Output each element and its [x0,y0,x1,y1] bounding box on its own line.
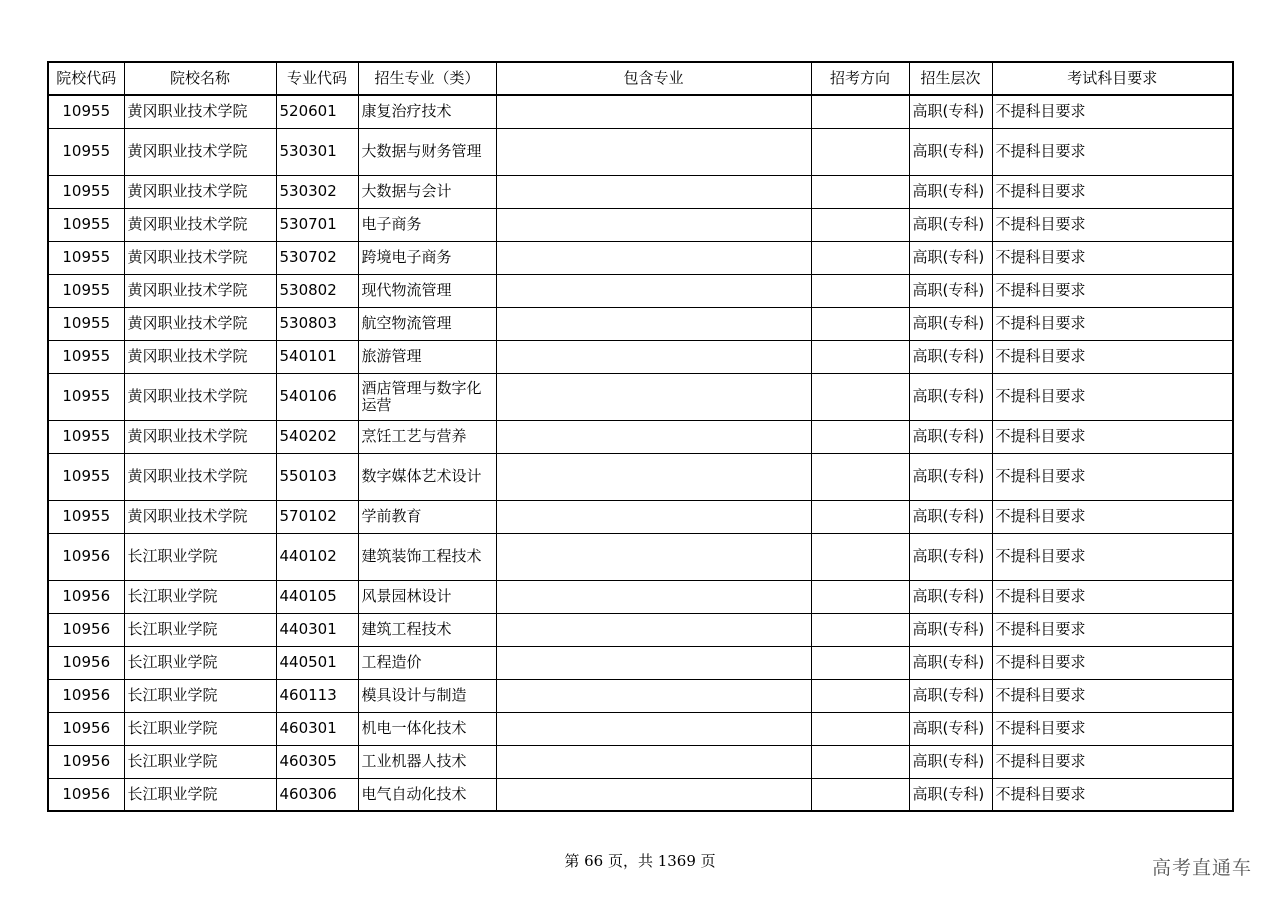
cell-major-code: 440105 [276,580,358,613]
cell-included-majors [496,745,811,778]
cell-included-majors [496,500,811,533]
cell-included-majors [496,613,811,646]
cell-school-code: 10955 [48,420,124,453]
header-included-majors: 包含专业 [496,62,811,95]
cell-school-code: 10955 [48,500,124,533]
table-row [48,373,1233,420]
cell-school-code: 10956 [48,745,124,778]
cell-included-majors [496,373,811,420]
cell-included-majors [496,274,811,307]
cell-included-majors [496,208,811,241]
table-row [48,95,1233,128]
cell-subject-requirement: 不提科目要求 [992,373,1233,420]
cell-included-majors [496,175,811,208]
cell-subject-requirement: 不提科目要求 [992,613,1233,646]
cell-subject-requirement: 不提科目要求 [992,712,1233,745]
cell-level: 高职(专科) [909,274,992,307]
header-major-code: 专业代码 [276,62,358,95]
cell-subject-requirement: 不提科目要求 [992,95,1233,128]
cell-subject-requirement: 不提科目要求 [992,420,1233,453]
cell-included-majors [496,307,811,340]
cell-direction [811,208,909,241]
cell-major-name: 学前教育 [358,500,496,533]
cell-included-majors [496,679,811,712]
cell-school-name: 长江职业学院 [124,533,276,580]
admissions-table [47,61,1234,812]
header-subject-requirement: 考试科目要求 [992,62,1233,95]
cell-school-code: 10956 [48,580,124,613]
cell-level: 高职(专科) [909,500,992,533]
cell-major-name: 电气自动化技术 [358,778,496,811]
cell-subject-requirement: 不提科目要求 [992,778,1233,811]
cell-level: 高职(专科) [909,241,992,274]
cell-major-name: 建筑装饰工程技术 [358,533,496,580]
cell-school-code: 10955 [48,241,124,274]
cell-school-code: 10955 [48,95,124,128]
cell-major-code: 530702 [276,241,358,274]
cell-school-name: 长江职业学院 [124,778,276,811]
cell-direction [811,95,909,128]
cell-major-code: 550103 [276,453,358,500]
cell-direction [811,420,909,453]
cell-level: 高职(专科) [909,533,992,580]
cell-school-name: 长江职业学院 [124,613,276,646]
cell-included-majors [496,128,811,175]
cell-level: 高职(专科) [909,646,992,679]
cell-major-code: 460301 [276,712,358,745]
cell-major-code: 530301 [276,128,358,175]
cell-level: 高职(专科) [909,175,992,208]
cell-major-name: 旅游管理 [358,340,496,373]
cell-direction [811,241,909,274]
cell-level: 高职(专科) [909,679,992,712]
cell-direction [811,778,909,811]
cell-school-name: 长江职业学院 [124,580,276,613]
cell-subject-requirement: 不提科目要求 [992,580,1233,613]
watermark: 高考直通车 [1151,857,1252,879]
cell-major-code: 460113 [276,679,358,712]
cell-direction [811,745,909,778]
cell-major-name: 数字媒体艺术设计 [358,453,496,500]
cell-included-majors [496,453,811,500]
cell-included-majors [496,712,811,745]
cell-school-name: 黄冈职业技术学院 [124,274,276,307]
cell-school-code: 10955 [48,274,124,307]
cell-level: 高职(专科) [909,745,992,778]
cell-level: 高职(专科) [909,307,992,340]
cell-subject-requirement: 不提科目要求 [992,533,1233,580]
cell-included-majors [496,241,811,274]
cell-major-name: 现代物流管理 [358,274,496,307]
cell-major-name: 工业机器人技术 [358,745,496,778]
table-row [48,646,1233,679]
table-row [48,128,1233,175]
cell-direction [811,500,909,533]
cell-direction [811,307,909,340]
cell-major-name: 模具设计与制造 [358,679,496,712]
cell-major-name: 酒店管理与数字化运营 [358,373,496,420]
cell-school-code: 10955 [48,208,124,241]
cell-subject-requirement: 不提科目要求 [992,241,1233,274]
header-school-code: 院校代码 [48,62,124,95]
cell-included-majors [496,340,811,373]
cell-school-name: 黄冈职业技术学院 [124,307,276,340]
table-row [48,712,1233,745]
table-row [48,453,1233,500]
cell-school-code: 10955 [48,453,124,500]
header-row [48,62,1233,95]
cell-direction [811,580,909,613]
cell-major-code: 440301 [276,613,358,646]
cell-subject-requirement: 不提科目要求 [992,453,1233,500]
cell-school-name: 黄冈职业技术学院 [124,420,276,453]
table-row [48,745,1233,778]
cell-major-name: 机电一体化技术 [358,712,496,745]
cell-major-code: 520601 [276,95,358,128]
cell-school-code: 10956 [48,679,124,712]
cell-school-name: 黄冈职业技术学院 [124,500,276,533]
cell-subject-requirement: 不提科目要求 [992,679,1233,712]
table-row [48,274,1233,307]
cell-major-code: 530802 [276,274,358,307]
cell-major-name: 跨境电子商务 [358,241,496,274]
cell-major-name: 大数据与会计 [358,175,496,208]
cell-major-name: 航空物流管理 [358,307,496,340]
cell-major-code: 540101 [276,340,358,373]
cell-level: 高职(专科) [909,340,992,373]
cell-school-name: 长江职业学院 [124,712,276,745]
cell-level: 高职(专科) [909,373,992,420]
page-number: 第 66 页，共 1369 页 [564,852,716,870]
cell-major-name: 风景园林设计 [358,580,496,613]
cell-major-code: 440102 [276,533,358,580]
cell-school-code: 10955 [48,340,124,373]
cell-subject-requirement: 不提科目要求 [992,274,1233,307]
cell-subject-requirement: 不提科目要求 [992,175,1233,208]
cell-direction [811,175,909,208]
cell-school-code: 10956 [48,646,124,679]
cell-school-name: 黄冈职业技术学院 [124,340,276,373]
cell-school-name: 黄冈职业技术学院 [124,175,276,208]
cell-major-name: 电子商务 [358,208,496,241]
cell-direction [811,373,909,420]
cell-school-name: 长江职业学院 [124,646,276,679]
cell-major-code: 460306 [276,778,358,811]
cell-school-code: 10955 [48,175,124,208]
table-row [48,420,1233,453]
cell-direction [811,679,909,712]
cell-level: 高职(专科) [909,778,992,811]
cell-major-name: 大数据与财务管理 [358,128,496,175]
table-row [48,307,1233,340]
cell-level: 高职(专科) [909,580,992,613]
cell-direction [811,128,909,175]
cell-major-code: 460305 [276,745,358,778]
cell-direction [811,453,909,500]
cell-included-majors [496,580,811,613]
cell-major-code: 570102 [276,500,358,533]
table-row [48,241,1233,274]
cell-included-majors [496,533,811,580]
cell-school-name: 黄冈职业技术学院 [124,95,276,128]
cell-school-code: 10955 [48,128,124,175]
table-row [48,175,1233,208]
cell-direction [811,712,909,745]
header-school-name: 院校名称 [124,62,276,95]
cell-school-code: 10956 [48,712,124,745]
cell-school-name: 黄冈职业技术学院 [124,128,276,175]
cell-direction [811,613,909,646]
cell-school-name: 黄冈职业技术学院 [124,453,276,500]
cell-major-code: 530302 [276,175,358,208]
cell-level: 高职(专科) [909,453,992,500]
cell-major-code: 540202 [276,420,358,453]
table-row [48,208,1233,241]
cell-school-name: 黄冈职业技术学院 [124,373,276,420]
header-direction: 招考方向 [811,62,909,95]
cell-major-name: 工程造价 [358,646,496,679]
cell-school-name: 长江职业学院 [124,745,276,778]
cell-school-code: 10956 [48,778,124,811]
table-row [48,679,1233,712]
cell-level: 高职(专科) [909,95,992,128]
cell-major-name: 烹饪工艺与营养 [358,420,496,453]
table-row [48,580,1233,613]
cell-level: 高职(专科) [909,208,992,241]
cell-major-name: 康复治疗技术 [358,95,496,128]
cell-major-name: 建筑工程技术 [358,613,496,646]
cell-subject-requirement: 不提科目要求 [992,208,1233,241]
cell-school-name: 黄冈职业技术学院 [124,208,276,241]
table-row [48,613,1233,646]
cell-subject-requirement: 不提科目要求 [992,646,1233,679]
cell-level: 高职(专科) [909,420,992,453]
header-major: 招生专业（类） [358,62,496,95]
cell-subject-requirement: 不提科目要求 [992,128,1233,175]
cell-major-code: 530803 [276,307,358,340]
cell-school-code: 10955 [48,307,124,340]
cell-school-code: 10955 [48,373,124,420]
cell-included-majors [496,646,811,679]
cell-major-code: 530701 [276,208,358,241]
cell-included-majors [496,95,811,128]
cell-major-code: 540106 [276,373,358,420]
cell-level: 高职(专科) [909,613,992,646]
table-row [48,533,1233,580]
cell-subject-requirement: 不提科目要求 [992,745,1233,778]
cell-school-name: 长江职业学院 [124,679,276,712]
cell-direction [811,340,909,373]
table-row [48,778,1233,811]
cell-included-majors [496,778,811,811]
cell-level: 高职(专科) [909,712,992,745]
cell-subject-requirement: 不提科目要求 [992,500,1233,533]
cell-direction [811,274,909,307]
cell-level: 高职(专科) [909,128,992,175]
cell-major-code: 440501 [276,646,358,679]
cell-school-name: 黄冈职业技术学院 [124,241,276,274]
cell-school-code: 10956 [48,613,124,646]
cell-included-majors [496,420,811,453]
cell-direction [811,533,909,580]
cell-subject-requirement: 不提科目要求 [992,307,1233,340]
table-body [48,95,1233,811]
cell-subject-requirement: 不提科目要求 [992,340,1233,373]
table-row [48,340,1233,373]
cell-school-code: 10956 [48,533,124,580]
header-level: 招生层次 [909,62,992,95]
cell-direction [811,646,909,679]
table-row [48,500,1233,533]
